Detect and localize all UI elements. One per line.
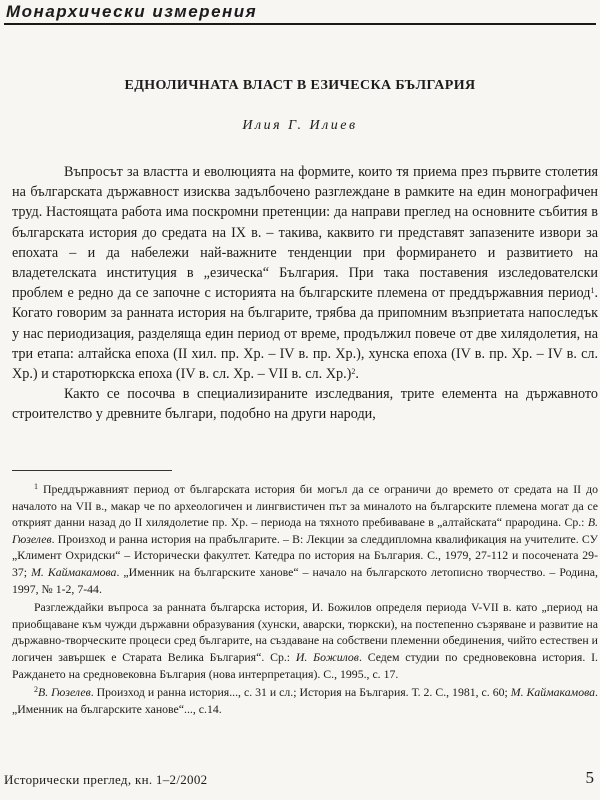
author-name: Илия Г. Илиев xyxy=(242,118,358,133)
cited-author: М. Каймакамова xyxy=(31,564,117,579)
footnote-text: Преддържавният период от българската история би могъл да се ограничи до времето от средата на II до началото на VII в., макар че по археологичен и лингвистичен път за миналото на българските племена могат да се открият данни назад до II хилядолетие пр. Хр. – периода на тяхното пребиваване в „алтайската“ прародина. Ср.: xyxy=(12,482,598,530)
footnote-number: 1 xyxy=(34,482,38,491)
cited-author: В. Гюзелев xyxy=(12,515,598,546)
article-title: ЕДНОЛИЧНАТА ВЛАСТ В ЕЗИЧЕСКА БЪЛГАРИЯ xyxy=(124,78,476,93)
footnotes xyxy=(12,481,598,719)
paragraph-text: Въпросът за властта и еволюцията на формите, които тя приема през първите столетия на българската държавност изисква задълбочено разглеждане в рамките на един монографичен труд. Настоящата работа има поскромни претенции: да направи преглед на основните събития в българската история до средата на IX в. – такива, каквито ги представят запазените извори за епохата – и да набележи най-важните тенденции при формирането и развитието на владетелската институция в „езическа“ България. При така поставения изследователски проблем е редно да се започне с историята на българските племена от преддържавния период xyxy=(12,164,598,302)
cited-author: В. Гюзелев xyxy=(38,685,91,700)
page-number: 5 xyxy=(585,768,594,787)
cited-author: М. Каймакамова xyxy=(510,685,596,700)
footnote-2 xyxy=(12,684,598,717)
footnote-ref-1[interactable]: 1 xyxy=(590,286,595,296)
section-header: Монархически измерения xyxy=(6,2,258,21)
journal-source: Исторически преглед, кн. 1–2/2002 xyxy=(4,772,208,787)
page-footer xyxy=(4,768,594,788)
cited-author: И. Божилов xyxy=(295,649,359,664)
footnote-1-continued xyxy=(12,599,598,682)
footnote-separator xyxy=(12,470,172,471)
footnote-ref-2[interactable]: 2 xyxy=(351,367,356,377)
paragraph-end: . xyxy=(355,366,359,383)
paragraph-text-continued: . Когато говорим за ранната история на българите, трябва да припомним възприетата напоследък у нас периодизация, разделяща един период от време, продължил повече от две хилядолетия, на три етапа: алтайска епоха (II хил. пр. Хр. – IV в. пр. Хр.), хунска епоха (IV в. пр. Хр. – IV в. сл. Хр.) и старотюркска епоха (IV в. сл. Хр. – VII в. сл. Хр.) xyxy=(12,285,598,383)
body-paragraph-1 xyxy=(12,162,598,384)
footnote-text: . „Именник на българските ханове“ – начало на българското летописно творчество. – Родина, 1997, № 1-2, 7-44. xyxy=(12,564,598,596)
footnote-1 xyxy=(12,481,598,597)
footnote-text: Разглеждайки въпроса за ранната българска история, И. Божилов определя периода V-VII в. като „период на приобщаване към чужди държавни образувания (хунски, аварски, тюркски), на постепенно съзряване и развитие на държавно-творческите процеси сред българите, на създаване на собствени племенни обединения, чийто естествен и логичен завършек е Старата Велика България“. Ср.: xyxy=(12,600,598,664)
footnote-text: . „Именник на българските ханове“..., с.14. xyxy=(12,685,598,716)
footnote-number: 2 xyxy=(34,685,38,695)
footnote-text: . Произход и ранна история на прабългарите. – В: Лекции за следдипломна квалификация на учителите. СУ „Климент Охридски“ – Исторически факултет. Катедра по история на България. С., 1979, 27-112 и посочената 29-37; xyxy=(12,531,598,579)
header-rule xyxy=(4,23,596,25)
article-body xyxy=(12,162,598,425)
body-paragraph-2: Както се посочва в специализираните изследвания, трите елемента на държавното строителство у древните българи, подобно на други народи, xyxy=(12,386,598,423)
footnote-text: . Седем студии по средновековна история. I. Раждането на средновековна България (нова интерпретация). С., 1995., с. 17. xyxy=(12,649,598,681)
footnote-text: . Произход и ранна история..., с. 31 и сл.; История на България. Т. 2. С., 1981, с. 60; xyxy=(90,685,511,700)
